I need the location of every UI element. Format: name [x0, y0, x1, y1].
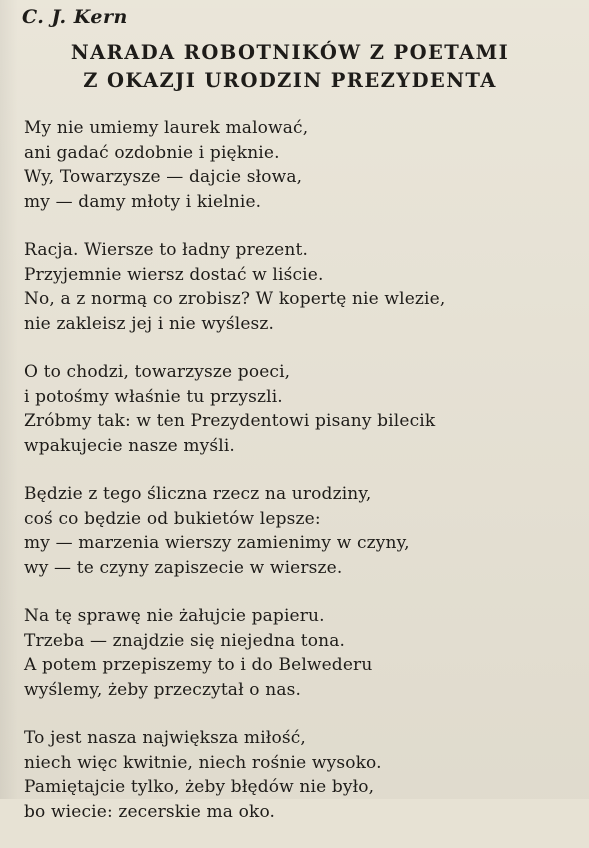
poem-line: wpakujecie nasze myśli.: [24, 435, 235, 456]
poem-line: my — damy młoty i kielnie.: [24, 191, 262, 212]
poem-line: My nie umiemy laurek malować,: [24, 118, 309, 138]
stanza-6: [24, 726, 584, 824]
poem-line: my — marzenia wierszy zamienimy w czyny,: [24, 533, 410, 553]
poem-line: Trzeba — znajdzie się niejedna tona.: [24, 630, 346, 651]
poem-line: Przyjemnie wiersz dostać w liście.: [24, 264, 324, 285]
poem-line: Zróbmy tak: w ten Prezydentowi pisany bilecik: [24, 411, 436, 431]
poem-title-line-2: Z OKAZJI URODZIN PREZYDENTA: [83, 69, 497, 92]
poem-line: niech więc kwitnie, niech rośnie wysoko.: [24, 752, 382, 773]
poem-line: i potośmy właśnie tu przyszli.: [24, 386, 283, 407]
poem-line: To jest nasza największa miłość,: [24, 728, 306, 748]
poem-line: O to chodzi, towarzysze poeci,: [24, 362, 291, 382]
poem-line: bo wiecie: zecerskie ma oko.: [24, 801, 276, 822]
poem-line: No, a z normą co zrobisz? W kopertę nie wlezie,: [24, 289, 446, 309]
poem-body: [24, 116, 584, 848]
poem-line: Racja. Wiersze to ładny prezent.: [24, 240, 309, 260]
poem-line: wyślemy, żeby przeczytał o nas.: [24, 679, 302, 700]
poem-line: Na tę sprawę nie żałujcie papieru.: [24, 606, 325, 626]
stanza-4: [24, 482, 584, 580]
author-byline: C. J. Kern: [22, 6, 128, 28]
poem-line: wy — te czyny zapiszecie w wiersze.: [24, 557, 343, 578]
poem-title-line-1: NARADA ROBOTNIKÓW Z POETAMI: [70, 41, 510, 64]
poem-line: Pamiętajcie tylko, żeby błędów nie było,: [24, 777, 375, 797]
poem-line: nie zakleisz jej i nie wyślesz.: [24, 313, 275, 334]
stanza-2: [24, 238, 584, 336]
stanza-3: [24, 360, 584, 458]
poem-line: coś co będzie od bukietów lepsze:: [24, 508, 321, 529]
poem-line: ani gadać ozdobnie i pięknie.: [24, 142, 280, 163]
poem-line: Wy, Towarzysze — dajcie słowa,: [24, 167, 303, 187]
stanza-5: [24, 604, 584, 702]
poem-line: A potem przepiszemy to i do Belwederu: [24, 655, 373, 675]
stanza-1: [24, 116, 584, 214]
poem-line: Będzie z tego śliczna rzecz na urodziny,: [24, 484, 372, 504]
